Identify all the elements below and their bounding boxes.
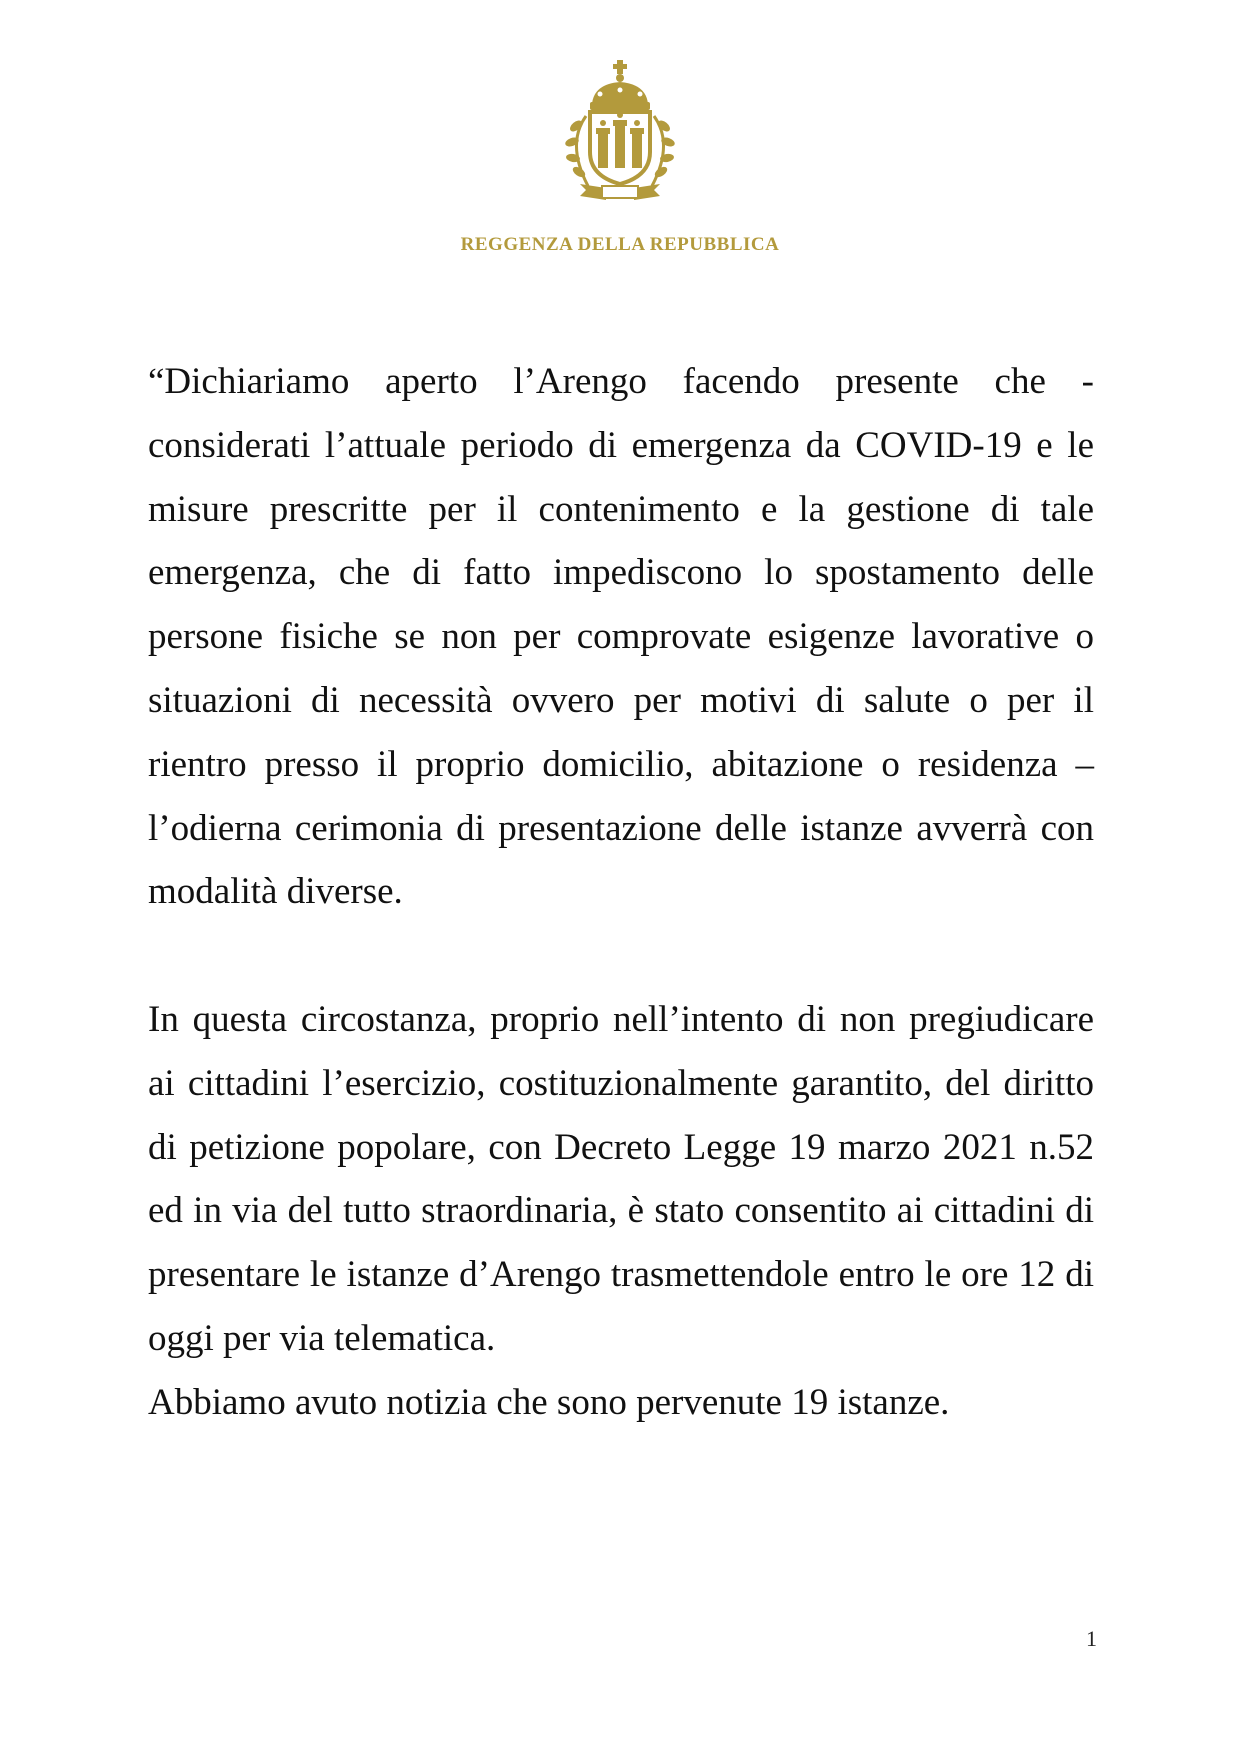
paragraph-circumstance: In questa circostanza, proprio nell’intento di non pregiudicare ai cittadini l’esercizio, costituzionalmente garantito, del diritto di petizione popolare, con Decreto Legge 19 marzo 2021 n.52 ed in via del tutto straordinaria, è stato consentito ai cittadini di presentare le istanze d’Arengo trasmettendole entro le ore 12 di oggi per via telematica. — [148, 998, 1094, 1359]
paragraph-opening: “Dichiariamo aperto l’Arengo facendo presente che - considerati l’attuale periodo di emergenza da COVID-19 e le misure prescritte per il contenimento e la gestione di tale emergenza, che di fatto impediscono lo spostamento delle persone fisiche se non per comprovate esigenze lavorative o situazioni di necessità ovvero per motivi di salute o per il rientro presso il proprio domicilio, abitazione o residenza – l’odierna cerimonia di presentazione delle istanze avverrà con modalità diverse. — [148, 361, 1094, 913]
letterhead — [0, 58, 1240, 256]
institution-title: REGGENZA DELLA REPUBBLICA — [460, 234, 780, 255]
document-body — [148, 350, 1094, 1435]
page-number: 1 — [1086, 1626, 1097, 1651]
paragraph-closing: Abbiamo avuto notizia che sono pervenute 19 istanze. — [148, 1381, 950, 1423]
paragraph-spacer — [148, 924, 1094, 988]
coat-of-arms-icon — [530, 58, 710, 208]
